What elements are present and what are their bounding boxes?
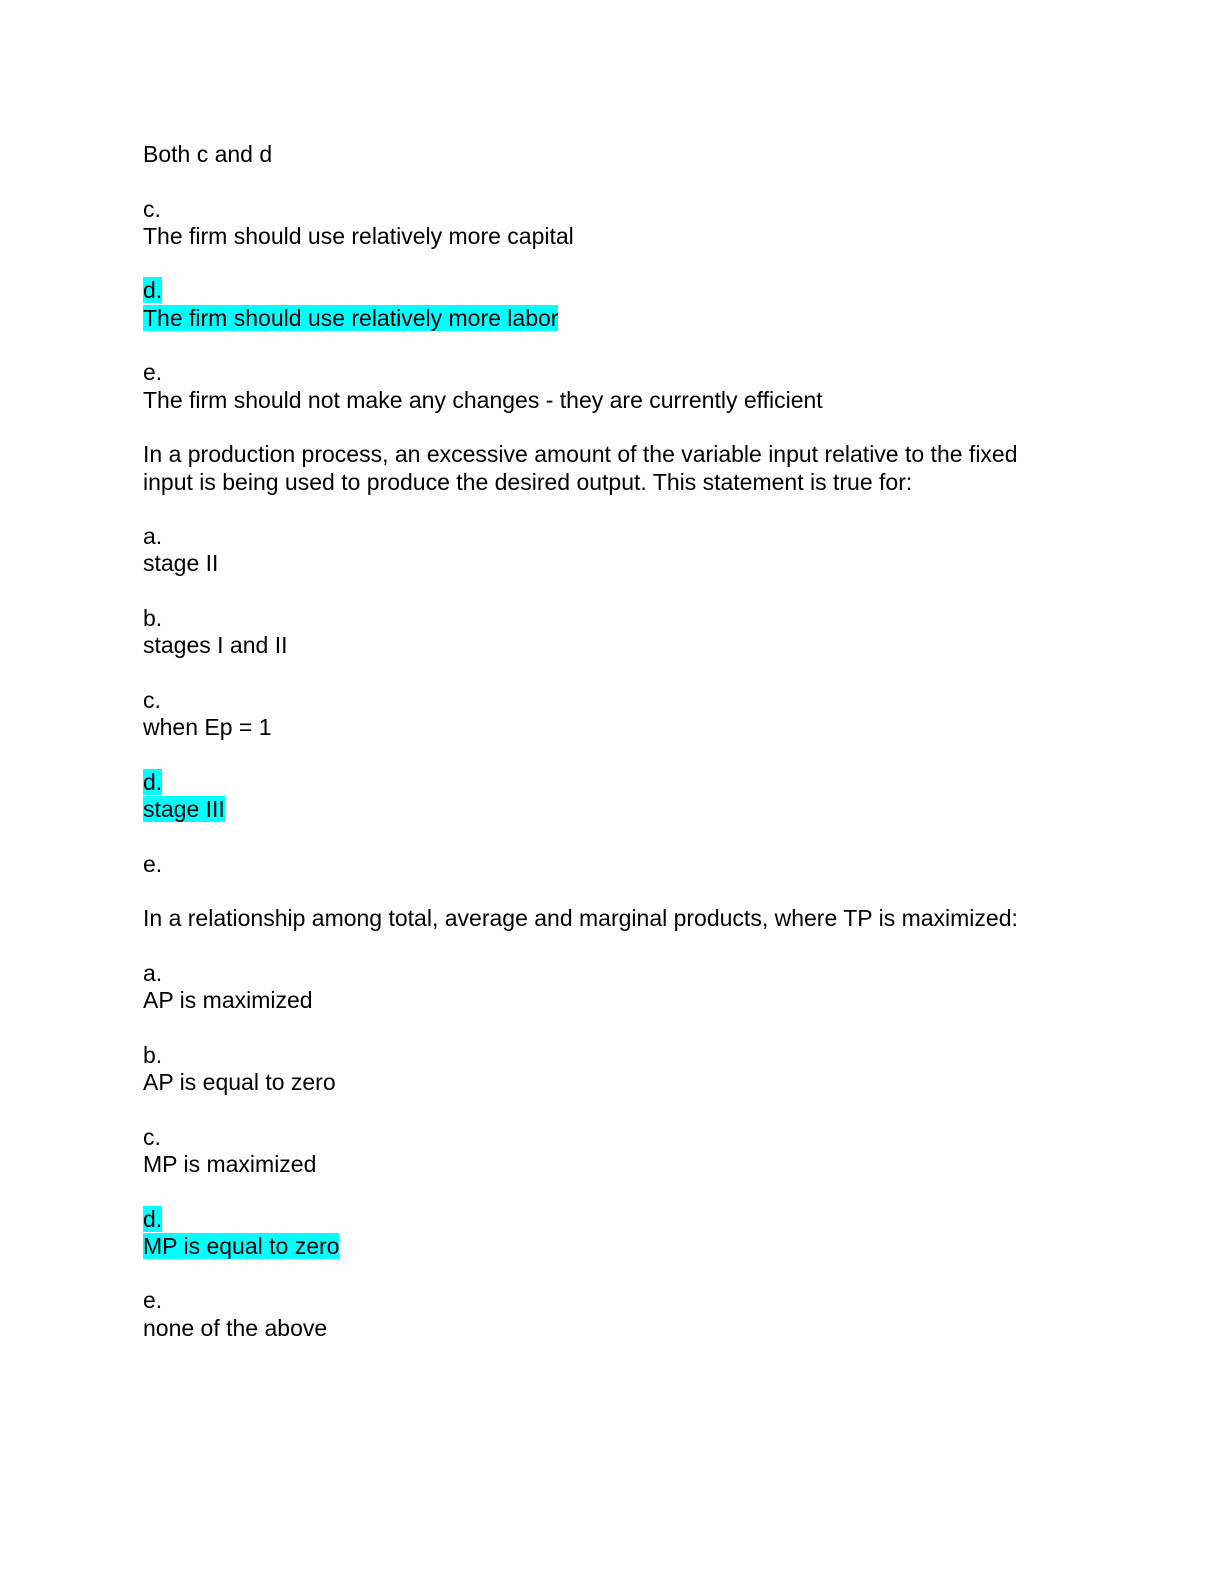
option-letter-d-highlighted: d.: [143, 768, 163, 795]
option-text-e: none of the above: [143, 1314, 328, 1341]
option-letter-c: c.: [143, 195, 161, 222]
option-letter-b: b.: [143, 605, 163, 632]
option-letter-d-highlighted: d.: [143, 1205, 163, 1232]
option-letter-c: c.: [143, 686, 161, 713]
option-text-c: The firm should use relatively more capital: [143, 222, 574, 249]
option-letter-b: b.: [143, 1041, 163, 1068]
option-text-b: AP is equal to zero: [143, 1069, 336, 1096]
option-text-d-highlighted: stage III: [143, 796, 225, 823]
option-letter-a: a.: [143, 523, 163, 550]
document-page: [143, 141, 1103, 1342]
option-letter-e: e.: [143, 359, 163, 386]
option-letter-a: a.: [143, 959, 163, 986]
option-text-b: stages I and II: [143, 632, 288, 659]
option-text-a: stage II: [143, 550, 219, 577]
option-text-d-highlighted: MP is equal to zero: [143, 1232, 340, 1259]
option-letter-e: e.: [143, 850, 163, 877]
option-text-d-highlighted: The firm should use relatively more labor: [143, 304, 559, 331]
answer-both-c-and-d: Both c and d: [143, 141, 273, 167]
option-letter-e: e.: [143, 1287, 163, 1314]
option-text-a: AP is maximized: [143, 987, 313, 1014]
option-text-c: when Ep = 1: [143, 714, 272, 741]
option-text-c: MP is maximized: [143, 1150, 317, 1177]
option-text-e: The firm should not make any changes - they are currently efficient: [143, 386, 823, 413]
option-letter-c: c.: [143, 1123, 161, 1150]
question-tp-maximized: In a relationship among total, average and marginal products, where TP is maximized:: [143, 905, 1018, 932]
question-production-process: In a production process, an excessive amount of the variable input relative to the fixed input is being used to produce the desired output. This statement is true for:: [143, 441, 1018, 495]
option-letter-d-highlighted: d.: [143, 277, 163, 304]
